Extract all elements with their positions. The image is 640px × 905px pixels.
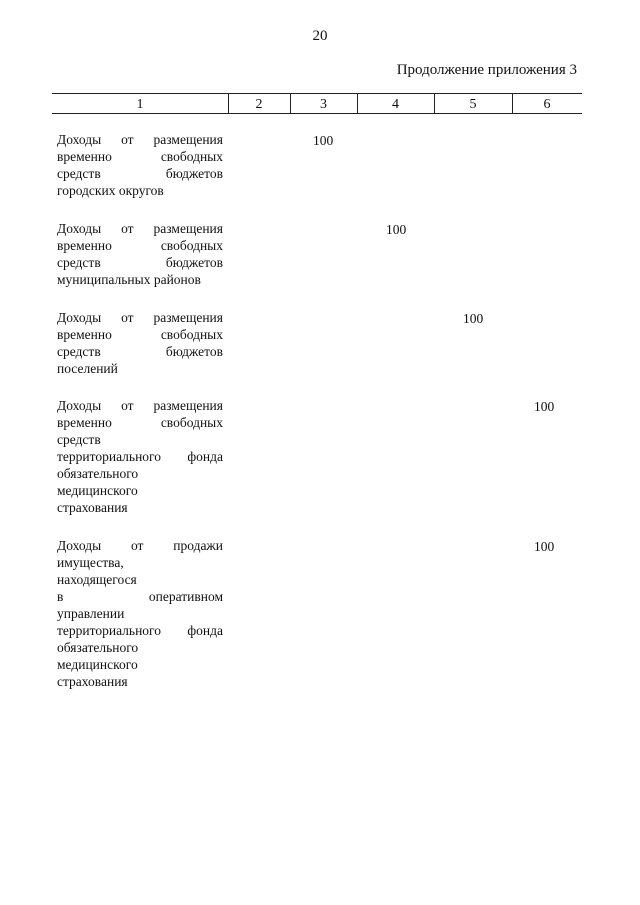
- row-line: средств бюджетов: [57, 166, 223, 181]
- row-line: медицинского: [57, 483, 138, 498]
- row-line: муниципальных районов: [57, 272, 201, 287]
- column-number: 3: [320, 97, 327, 112]
- continuation-title: Продолжение приложения 3: [396, 62, 577, 78]
- row-line: средств: [57, 432, 101, 447]
- row-value: 100: [534, 399, 555, 414]
- row-line: обязательного: [57, 466, 139, 481]
- row-description: [57, 131, 223, 199]
- row-value: 100: [313, 133, 334, 148]
- row-line: территориального фонда: [57, 449, 223, 464]
- row-line: Доходы от размещения: [57, 398, 223, 413]
- row-line: временно свободных: [57, 327, 223, 342]
- row-line: управлении: [57, 606, 125, 621]
- row-value: 100: [463, 311, 484, 326]
- row-line: находящегося: [57, 572, 137, 587]
- row-line: городских округов: [57, 183, 164, 198]
- row-line: имущества,: [57, 555, 124, 570]
- row-line: Доходы от размещения: [57, 132, 223, 147]
- header-bottom-rule: [52, 113, 582, 114]
- row-line: страхования: [57, 500, 128, 515]
- row-description: [57, 537, 223, 690]
- row-line: обязательного: [57, 640, 139, 655]
- page-number: 20: [312, 28, 328, 44]
- row-value: 100: [386, 222, 407, 237]
- row-value: 100: [534, 539, 555, 554]
- row-line: Доходы от размещения: [57, 221, 223, 236]
- row-description: [57, 220, 223, 288]
- row-line: страхования: [57, 674, 128, 689]
- row-line: временно свободных: [57, 149, 223, 164]
- column-number: 5: [469, 97, 477, 112]
- column-number: 6: [543, 97, 551, 112]
- row-line: в оперативном: [57, 589, 223, 604]
- column-number: 2: [255, 97, 263, 112]
- row-line: средств бюджетов: [57, 255, 223, 270]
- row-line: Доходы от продажи: [57, 538, 223, 553]
- row-line: Доходы от размещения: [57, 310, 223, 325]
- row-line: средств бюджетов: [57, 344, 223, 359]
- column-number: 4: [392, 97, 399, 112]
- row-description: [57, 397, 223, 516]
- header-top-rule: [52, 93, 582, 94]
- row-line: медицинского: [57, 657, 138, 672]
- row-line: временно свободных: [57, 238, 223, 253]
- row-line: поселений: [57, 361, 118, 376]
- row-description: [57, 309, 223, 377]
- column-number: 1: [136, 97, 144, 112]
- row-line: временно свободных: [57, 415, 223, 430]
- row-line: территориального фонда: [57, 623, 223, 638]
